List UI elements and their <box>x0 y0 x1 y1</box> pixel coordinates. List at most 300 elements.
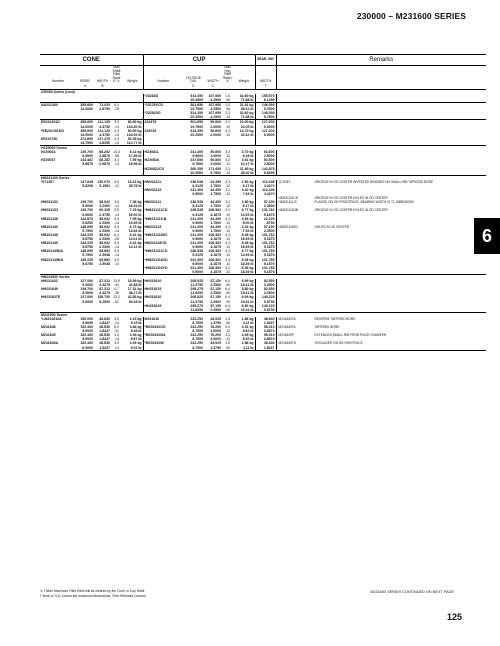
cup-weight-cell <box>233 150 255 158</box>
housing-fillet-cell <box>222 295 233 303</box>
cone-number-line1: *LM231610A <box>41 316 62 321</box>
cone-width-cell <box>94 287 111 295</box>
cup-width-line2: 1.7500 <box>210 183 222 188</box>
shaft-fillet-cell <box>111 279 122 287</box>
outside-dia-line1: 241.300 <box>190 265 204 270</box>
symbol-T: T <box>255 84 276 90</box>
table-row <box>40 317 486 325</box>
outside-dia-cell <box>183 287 204 295</box>
cup-width-line2: 4.2500 <box>210 115 222 120</box>
bearing-width-cell <box>255 111 276 120</box>
bearing-width-line2: 2.2500 <box>263 228 275 233</box>
cone-number-cell <box>40 233 76 241</box>
bore-cell <box>76 150 94 158</box>
cup-width-line2: 2.0000 <box>210 124 222 129</box>
cone-weight-cell <box>122 167 143 176</box>
housing-fillet-line1: 1.5 <box>225 316 230 321</box>
outside-dia-line1: 501.650 <box>190 120 204 125</box>
shaft-fillet-line1: 3.5 <box>114 224 119 229</box>
bearing-header: BEAR- ING <box>255 55 276 66</box>
cup-weight-line2: 14.93 lb <box>240 212 254 217</box>
outside-dia-line2: 11.6250 <box>190 291 204 296</box>
cup-weight-cell <box>233 249 255 257</box>
table-row <box>40 325 486 333</box>
bore-cell <box>76 180 94 188</box>
cone-number-line1: HZ30044 <box>41 150 56 155</box>
table-row <box>40 225 486 233</box>
bearing-width-cell <box>255 279 276 287</box>
outside-dia-line1: 236.538 <box>190 179 204 184</box>
table-row <box>40 304 486 313</box>
shaft-fillet-line2: .14 <box>114 212 119 217</box>
cup-width-line1: 107.950 <box>208 111 222 116</box>
bearing-width-cell <box>255 325 276 333</box>
cup-number-cell <box>143 233 183 241</box>
cone-weight-cell <box>122 266 143 275</box>
cup-width-line1: 57.150 <box>210 303 222 308</box>
remarks-line2: GROOVE IN OD CENTER HOLES IN OD CENTER <box>314 208 388 213</box>
bore-line2: 5.7500 <box>82 253 93 258</box>
cup-weight-line2: 8.92 lb <box>242 337 254 342</box>
cup-width-line1: 44.450 <box>210 200 222 205</box>
bore-cell <box>76 325 94 333</box>
cup-weight-cell <box>233 158 255 166</box>
cup-weight-cell <box>233 94 255 103</box>
cone-weight-line1: 42.85 kg <box>127 295 142 300</box>
page-number: 125 <box>446 612 462 622</box>
outside-dia-cell <box>183 295 204 303</box>
cone-width-cell <box>94 129 111 137</box>
cone-width-cell <box>94 158 111 166</box>
shaft-fillet-line2: .53 <box>114 283 119 288</box>
shaft-fillet-line2: .14 <box>114 245 119 250</box>
cone-weight-line2: 15.55 lb <box>128 220 142 225</box>
outside-dia-cell <box>183 217 204 225</box>
bearing-width-cell <box>255 225 276 233</box>
bearing-width-cell <box>255 258 276 266</box>
housing-fillet-cell <box>222 94 233 103</box>
cone-width-line2: 1.8437 <box>99 337 110 342</box>
housing-fillet-line2: .13 <box>225 212 230 217</box>
cup-weight-line2: 18.39 lb <box>240 245 254 250</box>
bearing-width-line1: 131.765 <box>261 249 275 254</box>
cone-weight-line2: 16.00 lb <box>128 212 142 217</box>
bore-cell <box>76 249 94 257</box>
housing-fillet-line1: 6.4 <box>225 279 230 284</box>
bearing-width-cell <box>255 129 276 137</box>
cone-number-cell <box>40 241 76 249</box>
bearing-width-line1: 149.225 <box>261 295 275 300</box>
cone-weight-line1: 18.99 kg <box>127 279 142 284</box>
table-row <box>40 217 486 225</box>
cone-weight-line1: 60.50 kg <box>127 120 142 125</box>
bearing-width-cell <box>255 217 276 225</box>
housing-fillet-line2: .13 <box>225 192 230 197</box>
cup-weight-cell <box>233 266 255 275</box>
remarks-cell <box>276 249 486 257</box>
housing-fillet-line2: .13 <box>225 183 230 188</box>
outside-dia-line1: 514.350 <box>190 93 204 98</box>
outside-dia-line1: 295.275 <box>190 303 204 308</box>
housing-fillet-line1: 6.4 <box>225 287 230 292</box>
cone-weight-cell <box>122 287 143 295</box>
cup-number-line1: *HM231115-B <box>144 216 167 221</box>
outside-dia-cell <box>183 279 204 287</box>
shaft-fillet-line2: .38 <box>114 291 119 296</box>
shaft-fillet-cell <box>111 208 122 216</box>
cone-width-line2: 2.6875 <box>99 162 110 167</box>
cone-width-cell <box>94 279 111 287</box>
cone-number-line1: M231649 <box>41 333 56 338</box>
cup-number-cell <box>143 217 183 225</box>
housing-fillet-line1: 3.3 <box>225 166 230 171</box>
cone-weight-line2: 9.15 lb <box>130 320 142 325</box>
housing-fillet-line1: 6.4 <box>225 303 230 308</box>
bore-line2: 14.7500 <box>80 140 93 145</box>
cone-weight-line1: 52.05 kg <box>127 136 142 141</box>
cup-width-line1: 57.150 <box>210 295 222 300</box>
cone-width-cell <box>94 317 111 325</box>
bearing-width-line1: 82.550 <box>263 287 275 292</box>
remarks-line2: REVERSE TAPERED BORE <box>314 316 356 321</box>
shaft-fillet-line1: 3.5 <box>114 200 119 205</box>
cup-width-line2: 2.2500 <box>210 307 222 312</box>
cup-width-header: WIDTH <box>207 79 219 84</box>
bearing-width-line1: 22.225 <box>263 216 275 221</box>
cone-weight-cell <box>122 180 143 188</box>
shaft-fillet-cell <box>111 249 122 257</box>
cone-width-line1: 56.642 <box>99 233 110 237</box>
cup-width-line1: 50.800 <box>210 120 222 125</box>
housing-fillet-cell <box>222 233 233 241</box>
bore-cell <box>76 167 94 176</box>
bore-line2: 5.5000 <box>82 154 93 159</box>
cone-weight-line2: 14.12 lb <box>128 245 142 250</box>
cup-number-cell <box>143 249 183 257</box>
cup-width-line1: 106.362 <box>208 257 222 262</box>
continued-note: M231600 SERIES CONTINUED ON NEXT PAGE <box>370 590 454 594</box>
shaft-fillet-line1: 3.5 <box>114 249 119 254</box>
bearing-width-line2: 5.1875 <box>263 237 275 242</box>
housing-fillet-line2: .13 <box>225 204 230 209</box>
housing-fillet-line1: 6.4 <box>225 295 230 300</box>
cone-number-line1: M231649A <box>41 341 59 346</box>
cone-weight-cell <box>122 325 143 333</box>
housing-fillet-line2: .06 <box>225 345 230 350</box>
outside-dia-cell <box>183 208 204 216</box>
cup-weight-line1: 8.80 kg <box>241 287 254 292</box>
cup-weight-line1: 3.42 kg <box>241 224 254 229</box>
cup-weight-line1: 3.42 kg <box>241 187 254 192</box>
cup-weight-line1: 1.86 kg <box>241 341 254 346</box>
housing-fillet-line2: .13 <box>225 124 230 129</box>
cup-width-cell <box>204 317 222 325</box>
shaft-fillet-cell <box>111 341 122 350</box>
bearing-width-line2: 5.1875 <box>263 245 275 250</box>
bearing-width-cell <box>255 233 276 241</box>
cone-width-cell <box>94 137 111 146</box>
cup-number-cell <box>143 266 183 275</box>
cone-width-cell <box>94 266 111 275</box>
cup-weight-line1: 3.91 kg <box>241 325 254 330</box>
series-label: 230000 Series (cont) <box>41 89 75 94</box>
housing-fillet-line1: 3.3 <box>225 179 230 184</box>
cup-number-line1: HM231116CD <box>144 241 167 246</box>
outside-dia-line2: 8.7500 <box>192 320 204 325</box>
cone-width-line2: 2.5938 <box>99 261 110 266</box>
cup-weight-line2: 8.62 lb <box>242 329 254 334</box>
cone-weight-line1: 3.93 kg <box>129 333 142 338</box>
housing-fillet-cell <box>222 180 233 188</box>
table-row <box>40 200 486 208</box>
housing-fillet-cell <box>222 258 233 266</box>
bearing-width-line1: 131.765 <box>261 265 275 270</box>
remarks-cell <box>276 150 486 158</box>
cup-weight-cell <box>233 103 255 112</box>
bearing-width-line2: 2.5000 <box>263 162 275 167</box>
housing-fillet-line1: 3.3 <box>225 249 230 254</box>
bearing-width-line1: 131.765 <box>261 257 275 262</box>
outside-dia-line2: 9.3125 <box>192 204 204 209</box>
housing-fillet-line1: 3.3 <box>225 150 230 155</box>
cup-weight-line2: 18.39 lb <box>240 237 254 242</box>
cone-weight-line2: 94.49 lb <box>128 299 142 304</box>
bore-line2: 5.8750 <box>82 261 93 266</box>
outside-dia-line2: 9.5000 <box>192 220 204 225</box>
bearing-width-line1: 63.500 <box>263 158 275 163</box>
shaft-fillet-line2: .13 <box>114 140 119 145</box>
cup-weight-line1: 8.36 kg <box>241 265 254 270</box>
housing-fillet-line2: .13 <box>225 132 230 137</box>
outside-dia-line1: 241.300 <box>190 187 204 192</box>
shaft-fillet-cell <box>111 333 122 341</box>
cup-weight-line2: 7.54 lb <box>242 228 254 233</box>
cup-weight-cell <box>233 225 255 233</box>
outside-dia-cell <box>183 180 204 188</box>
cup-weight-line2: 8.16 lb <box>242 154 254 159</box>
shaft-fillet-cell <box>111 120 122 129</box>
page-title: 230000 – M231600 SERIES <box>356 11 466 21</box>
remarks-line1: M231642TA <box>278 316 296 321</box>
remarks-line1: M231649P <box>278 333 294 338</box>
bore-cell <box>76 279 94 287</box>
cup-weight-line1: 2.80 kg <box>241 200 254 205</box>
bearing-width-line2: 4.4270 <box>263 192 275 197</box>
cup-weight-cell <box>233 287 255 295</box>
cup-number-line1: 232025 <box>144 128 157 133</box>
bore-line2: 5.6875 <box>82 162 93 167</box>
bearing-width-cell <box>255 103 276 112</box>
housing-fillet-line2: .13 <box>225 245 230 250</box>
cone-number-header: Number <box>51 79 65 84</box>
cone-weight-line1: 17.31 kg <box>127 287 142 292</box>
cup-width-line1: 50.800 <box>210 128 222 133</box>
outside-dia-line2: 19.7500 <box>190 107 204 112</box>
cone-width-line1: 56.642 <box>99 241 110 246</box>
cup-weight-line1: 8.36 kg <box>241 241 254 246</box>
cup-weight-line1: 21.90 kg <box>239 166 254 171</box>
cone-number-line1: HH231637E <box>41 295 61 300</box>
cup-width-cell <box>204 200 222 208</box>
housing-fillet-cell <box>222 103 233 112</box>
bore-cell <box>76 94 94 103</box>
outside-dia-cell <box>183 258 204 266</box>
cup-number-line1: HM231115 <box>144 187 162 192</box>
shaft-fillet-cell <box>111 304 122 313</box>
bearing-width-header: WIDTH <box>255 66 276 84</box>
cone-width-cell <box>94 304 111 313</box>
remarks-cell <box>276 287 486 295</box>
cone-number-line1: HM231140 <box>41 224 58 229</box>
outside-dia-line2: 9.7500 <box>192 162 204 167</box>
cup-weight-line1: 4.61 kg <box>241 158 254 163</box>
table-row <box>40 249 486 257</box>
shaft-fillet-line2: .14 <box>114 337 119 342</box>
cone-number-line1: HM231149 <box>41 241 58 246</box>
remarks-cell <box>276 111 486 120</box>
cup-weight-line1: 10.00 kg <box>239 120 254 125</box>
cup-number-line1: HZ30811 <box>144 150 159 155</box>
cone-weight-line1: 8.14 kg <box>129 150 142 155</box>
cup-width-cell <box>204 287 222 295</box>
cone-width-line1: 117.475 <box>97 136 110 141</box>
cone-number-line1: NA231400 <box>41 103 58 108</box>
bore-cell <box>76 317 94 325</box>
outside-dia-cell <box>183 120 204 129</box>
cup-width-cell <box>204 208 222 216</box>
bore-line1: 142.875 <box>80 216 93 221</box>
cup-weight-line1: 32.60 kg <box>239 111 254 116</box>
bearing-width-line2: 5.7500 <box>263 107 275 112</box>
cup-width-line2: 1.3750 <box>210 320 222 325</box>
shaft-fillet-cell <box>111 225 122 233</box>
remarks-line2: GROOVE IN OD CENTER INVERTED BEARING NO SMALL RIB TAPERED BORE <box>314 179 434 184</box>
cup-weight-line2: 8.00 lb <box>242 220 254 225</box>
cone-width-cell <box>94 249 111 257</box>
cup-width-cell <box>204 120 222 129</box>
housing-fillet-cell <box>222 287 233 295</box>
cone-width-line2: 6.2500 <box>99 299 110 304</box>
shaft-fillet-cell <box>111 325 122 333</box>
cup-number-line1: HM231111 <box>144 200 162 205</box>
bore-cell <box>76 188 94 196</box>
bore-line1: 139.700 <box>80 287 93 292</box>
housing-fillet-cell <box>222 208 233 216</box>
outside-dia-line2: 11.6250 <box>190 307 204 312</box>
cone-width-cell <box>94 333 111 341</box>
bore-line2: 6.0000 <box>82 345 93 350</box>
cup-width-line2: 1.7500 <box>210 204 222 209</box>
housing-fillet-line2: .13 <box>225 228 230 233</box>
housing-fillet-line2: .25 <box>225 291 230 296</box>
cup-width-line2: 1.3750 <box>210 345 222 350</box>
shaft-fillet-line1: 3.5 <box>114 257 119 262</box>
cone-width-line2: 2.2300 <box>99 245 110 250</box>
bore-line2: 14.0000 <box>80 124 93 129</box>
housing-fillet-line1: 3.3 <box>225 333 230 338</box>
bore-line2: 5.5000 <box>82 291 93 296</box>
cone-weight-line1: 6.73 kg <box>129 224 142 229</box>
cup-number-line1: HM231111 <box>144 179 162 184</box>
cone-width-line1: 46.830 <box>99 341 110 346</box>
bearing-width-line1: 146.050 <box>261 111 275 116</box>
outside-dia-line2: 10.2500 <box>190 170 204 175</box>
bearing-width-line1: 57.150 <box>263 224 275 229</box>
cone-width-cell <box>94 111 111 120</box>
bearing-width-cell <box>255 341 276 350</box>
footnote-bore: † Bore or O.D. shown are maximum dimensions. *See Remarks Column. <box>40 593 147 598</box>
remarks-cell <box>276 137 486 146</box>
footnote-fillet: ① These Maximum Fillet Radii will be cleared by the Cone or Cup Radii. <box>40 589 146 593</box>
outside-dia-line1: 295.275 <box>190 287 204 292</box>
housing-fillet-cell <box>222 317 233 325</box>
cup-width-line2: 1.7500 <box>210 228 222 233</box>
cup-width-line2: 4.1875 <box>210 253 222 258</box>
cone-weight-line1: 4.15 kg <box>129 316 142 321</box>
cone-width-cell <box>94 325 111 333</box>
cup-weight-line1: 8.80 kg <box>241 303 254 308</box>
bore-line1: 127.000 <box>80 279 93 284</box>
cup-width-cell <box>204 180 222 188</box>
outside-dia-cell <box>183 94 204 103</box>
cone-group-header: CONE <box>40 55 143 66</box>
remarks-header: Remarks <box>276 55 486 66</box>
cup-weight-line2: 48.31 lb <box>240 107 254 112</box>
bearing-width-cell <box>255 167 276 176</box>
bore-cell <box>76 217 94 225</box>
cone-number-line1: *EE231401DG <box>41 128 64 133</box>
remarks-line2: SHOULDER ON OD RIGHTFACE <box>314 341 363 346</box>
cup-width-line2: 2.2500 <box>210 283 222 288</box>
cone-weight-cell <box>122 258 143 266</box>
cone-weight-line1: 60.50 kg <box>127 128 142 133</box>
cone-width-line1: 56.642 <box>99 200 110 205</box>
cup-weight-line2: 10.17 lb <box>240 162 254 167</box>
cup-number-cell <box>143 167 183 176</box>
housing-fillet-line2: .13 <box>225 269 230 274</box>
bearing-width-line1: 146.050 <box>261 103 275 108</box>
housing-fillet-cell <box>222 241 233 249</box>
outside-dia-line1: 514.350 <box>190 111 204 116</box>
cone-number-cell <box>40 188 76 196</box>
outside-dia-line1: 501.650 <box>190 103 204 108</box>
shaft-fillet-header: Max Shaft Fillet Radii R ① <box>112 65 121 84</box>
cup-number-cell <box>143 103 183 112</box>
cone-width-line1: 65.883 <box>99 257 110 262</box>
cone-number-cell <box>40 111 76 120</box>
cone-weight-line1: 6.41 kg <box>129 233 142 237</box>
shaft-fillet-line1: 6.4 <box>114 103 119 108</box>
shaft-fillet-line2: .12 <box>114 183 119 188</box>
shaft-fillet-cell <box>111 129 122 137</box>
cup-width-line2: 2.2500 <box>210 291 222 296</box>
outside-dia-line2: 20.2500 <box>190 132 204 137</box>
cup-width-line2: 4.1875 <box>210 212 222 217</box>
outside-dia-cell <box>183 241 204 249</box>
cone-number-line1: HM231136 <box>41 216 58 221</box>
cup-weight-line2: 15.41 lb <box>240 299 254 304</box>
housing-fillet-cell <box>222 225 233 233</box>
housing-fillet-line2: .13 <box>225 220 230 225</box>
outside-dia-cell <box>183 188 204 196</box>
outside-dia-line2: 8.7500 <box>192 329 204 334</box>
shaft-fillet-cell <box>111 103 122 112</box>
bearing-width-line1: 155.575 <box>261 93 275 98</box>
bearing-width-line2: .8750 <box>265 220 275 225</box>
cup-number-line1: *HM231116YD <box>144 265 168 270</box>
bore-header: BORE <box>80 79 90 84</box>
symbol-d: d <box>76 84 94 90</box>
